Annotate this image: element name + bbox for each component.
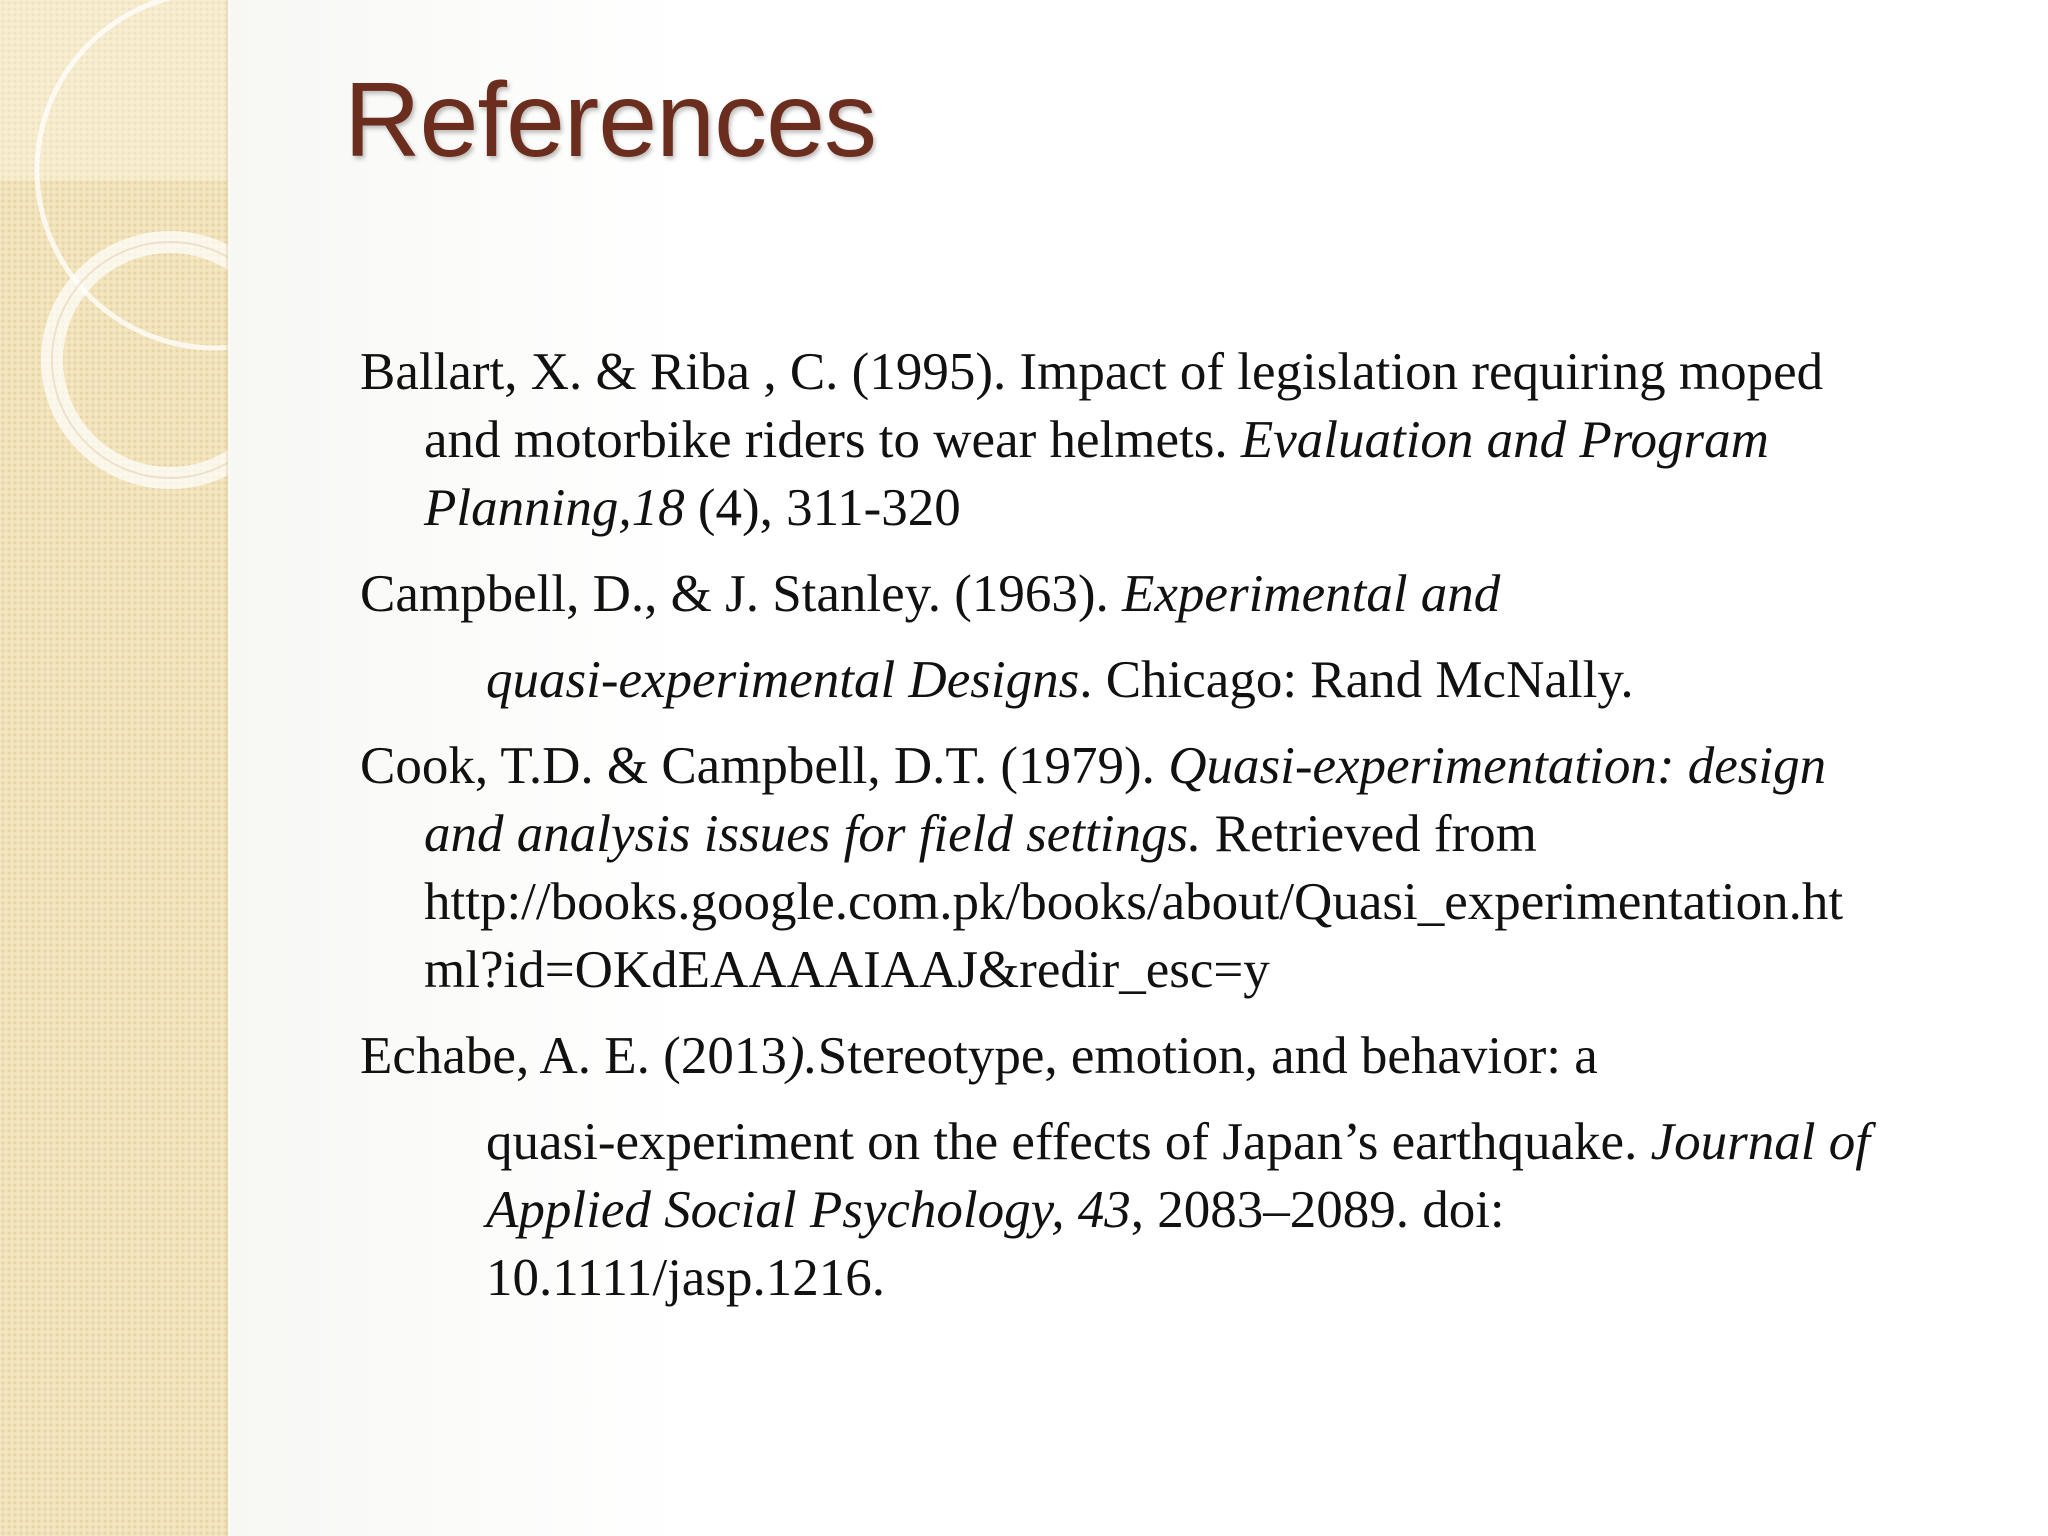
reference-text: and motorbike riders to wear helmets.	[424, 411, 1241, 469]
reference-entry	[360, 732, 2000, 1004]
reference-text: Echabe, A. E. (2013	[360, 1027, 787, 1085]
reference-line	[360, 732, 2000, 800]
reference-entry	[360, 560, 2000, 714]
reference-text: . Chicago: Rand McNally.	[1079, 651, 1634, 709]
reference-text: (4), 311-320	[684, 479, 961, 537]
decorative-sidebar	[0, 0, 228, 1536]
reference-italic-text: Quasi-experimentation: design	[1168, 737, 1827, 795]
decorative-rings-icon	[0, 0, 228, 560]
reference-text: 10.1111/jasp.1216.	[486, 1249, 885, 1307]
reference-list	[360, 338, 2000, 1312]
reference-text: Campbell, D., & J. Stanley. (1963).	[360, 565, 1123, 623]
reference-url-line	[360, 936, 2000, 1004]
reference-text: quasi-experiment on the effects of Japan’s earthquake.	[486, 1113, 1651, 1171]
reference-url-line	[360, 868, 2000, 936]
reference-text: Cook, T.D. & Campbell, D.T. (1979).	[360, 737, 1169, 795]
reference-line	[360, 1022, 2000, 1090]
reference-italic-text: Planning,18	[424, 479, 685, 537]
reference-url-text: http://books.google.com.pk/books/about/Quasi_experimentation.ht	[424, 873, 1844, 931]
reference-entry	[360, 338, 2000, 542]
reference-italic-text: quasi-experimental Designs	[486, 651, 1080, 709]
reference-line	[360, 800, 2000, 868]
reference-italic-text: Experimental and	[1122, 565, 1501, 623]
reference-text: Stereotype, emotion, and behavior: a	[817, 1027, 1598, 1085]
reference-italic-text: Journal of	[1650, 1113, 1870, 1171]
reference-line	[360, 1176, 2000, 1244]
reference-italic-text: Applied Social Psychology, 43	[486, 1181, 1131, 1239]
reference-url-text: ml?id=OKdEAAAAIAAJ&redir_esc=y	[424, 941, 1270, 999]
reference-text: Ballart, X. & Riba , C. (1995). Impact of legislation requiring moped	[360, 343, 1824, 401]
reference-line	[360, 406, 2000, 474]
slide-title: References	[344, 61, 877, 179]
reference-italic-text: ).	[786, 1027, 818, 1085]
reference-line	[360, 1108, 2000, 1176]
reference-line	[360, 474, 2000, 542]
reference-text: Retrieved from	[1201, 805, 1537, 863]
reference-line	[360, 560, 2000, 628]
reference-italic-text: Evaluation and Program	[1240, 411, 1769, 469]
reference-italic-text: and analysis issues for field settings.	[424, 805, 1202, 863]
reference-line	[360, 338, 2000, 406]
reference-entry	[360, 1022, 2000, 1312]
reference-text: , 2083–2089. doi:	[1130, 1181, 1505, 1239]
reference-line	[360, 1244, 2000, 1312]
reference-line	[360, 646, 2000, 714]
